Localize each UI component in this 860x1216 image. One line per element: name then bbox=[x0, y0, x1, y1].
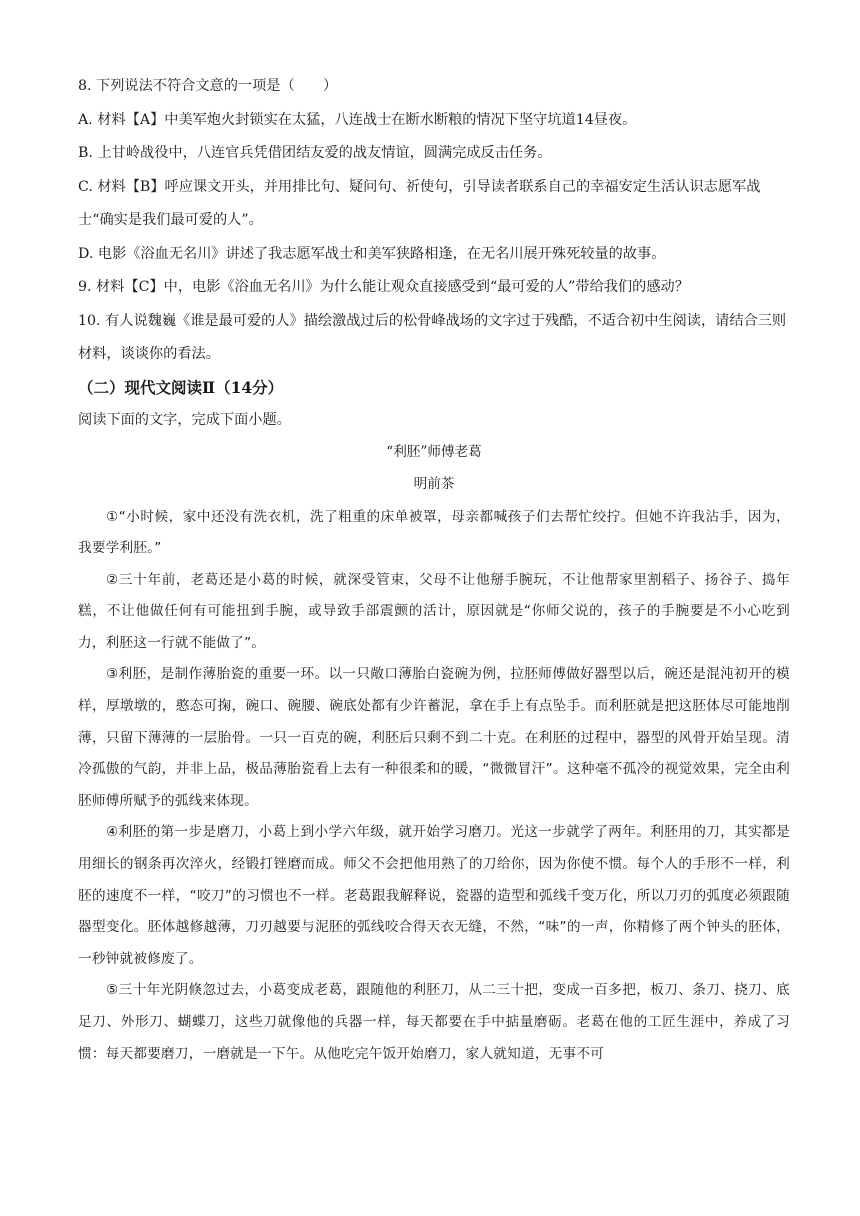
option-c: C. 材料【B】呼应课文开头，并用排比句、疑问句、祈使句，引导读者联系自己的幸福安定生活认识志愿军战士“确实是我们最可爱的人”。 bbox=[78, 178, 761, 228]
article-title: “利胚”师傅老葛 bbox=[386, 443, 482, 460]
article-author: 明前茶 bbox=[413, 475, 455, 492]
paragraph-5: ⑤三十年光阴倏忽过去，小葛变成老葛，跟随他的利胚刀，从二三十把，变成一百多把，板刀、条刀、挠刀、底足刀、外形刀、蝴蝶刀，这些刀就像他的兵器一样，每天都要在手中掂量磨砺。老葛在他的工匠生涯中，养成了习惯：每天都要磨刀，一磨就是一下午。从他吃完午饭开始磨刀，家人就知道，无事不可 bbox=[78, 982, 790, 1062]
paragraph-4: ④利胚的第一步是磨刀，小葛上到小学六年级，就开始学习磨刀。光这一步就学了两年。利胚用的刀，其实都是用细长的钢条再次淬火，经锻打锉磨而成。师父不会把他用熟了的刀给你，因为你使不惯。每个人的手形不一样，利胚的速度不一样，“咬刀”的习惯也不一样。老葛跟我解释说，瓷器的造型和弧线千变万化，所以刀刃的弧度必须跟随器型变化。胚体越修越薄，刀刃越要与泥胚的弧线咬合得天衣无缝，不然，“味”的一声，你精修了两个钟头的胚体，一秒钟就被修废了。 bbox=[78, 824, 790, 967]
option-d: D. 电影《浴血无名川》讲述了我志愿军战士和美军狭路相逢，在无名川展开殊死较量的故事。 bbox=[78, 245, 666, 262]
option-a: A. 材料【A】中美军炮火封锁实在太猛，八连战士在断水断粮的情况下坚守坑道14昼夜。 bbox=[78, 111, 637, 128]
option-b: B. 上甘岭战役中，八连官兵凭借团结友爱的战友情谊，圆满完成反击任务。 bbox=[78, 145, 552, 161]
paragraph-1: ①“小时候，家中还没有洗衣机，洗了粗重的床单被罩，母亲都喊孩子们去帮忙绞拧。但她不许我沾手，因为，我要学利胚。” bbox=[78, 508, 790, 557]
paragraph-2: ②三十年前，老葛还是小葛的时候，就深受管束，父母不让他掰手腕玩，不让他帮家里割稻子、扬谷子、捣年糕，不让他做任何有可能扭到手腕，或导致手部震颤的活计，原因就是“你师父说的，孩子的手腕要是不小心吃到力，利胚这一行就不能做了”。 bbox=[78, 571, 790, 651]
paragraph-3: ③利胚，是制作薄胎瓷的重要一环。以一只敞口薄胎白瓷碗为例，拉胚师傅做好器型以后，碗还是混沌初开的模样，厚墩墩的，憨态可掬，碗口、碗腰、碗底处都有少许蓄泥，拿在手上有点坠手。而利胚就是把这胚体尽可能地削薄，只留下薄薄的一层胎骨。一只一百克的碗，利胚后只剩不到二十克。在利胚的过程中，器型的风骨开始呈现。清冷孤傲的气韵，并非上品，极品薄胎瓷看上去有一种很柔和的暖，“微微冒汗”。这种毫不孤冷的视觉效果，完全由利胚师傅所赋予的弧线来体现。 bbox=[78, 666, 790, 809]
question-8: 8. 下列说法不符合文意的一项是（ ） bbox=[78, 78, 338, 94]
section-intro: 阅读下面的文字，完成下面小题。 bbox=[78, 411, 291, 428]
document-page bbox=[78, 70, 790, 1070]
question-9: 9. 材料【C】中，电影《浴血无名川》为什么能让观众直接感受到“最可爱的人”带给我们的感动？ bbox=[78, 279, 689, 295]
question-10: 10. 有人说魏巍《谁是最可爱的人》描绘激战过后的松骨峰战场的文字过于残酷，不适合初中生阅读，请结合三则材料，谈谈你的看法。 bbox=[78, 312, 787, 362]
section-title: （二）现代文阅读Ⅱ（14分） bbox=[78, 377, 284, 397]
article-body bbox=[78, 502, 790, 1071]
